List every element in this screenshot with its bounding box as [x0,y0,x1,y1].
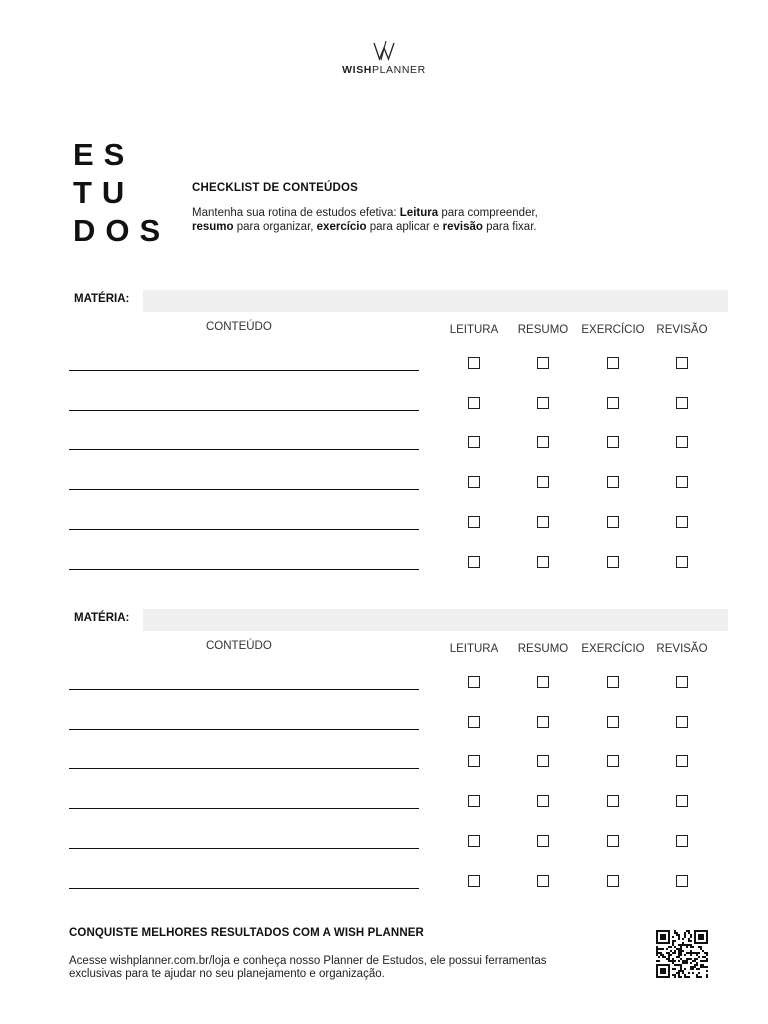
resumo-checkbox[interactable] [537,835,549,847]
materia-input[interactable] [143,290,728,312]
revisao-checkbox[interactable] [676,755,688,767]
resumo-checkbox[interactable] [537,556,549,568]
leitura-column-header: LEITURA [449,643,499,655]
exercicio-checkbox[interactable] [607,516,619,528]
exercicio-checkbox[interactable] [607,755,619,767]
exercicio-checkbox[interactable] [607,556,619,568]
resumo-checkbox[interactable] [537,795,549,807]
title-line: DOS [73,213,171,248]
exercicio-column-header: EXERCÍCIO [581,643,645,655]
leitura-checkbox[interactable] [468,835,480,847]
content-write-line[interactable] [69,689,419,690]
revisao-checkbox[interactable] [676,835,688,847]
content-write-line[interactable] [69,489,419,490]
footer-heading: CONQUISTE MELHORES RESULTADOS COM A WISH PLANNER [69,927,424,939]
title-line: ES [73,137,135,172]
revisao-checkbox[interactable] [676,556,688,568]
subject-section [0,609,768,899]
materia-label: MATÉRIA: [74,293,130,305]
exercicio-checkbox[interactable] [607,835,619,847]
resumo-column-header: RESUMO [517,643,569,655]
checklist-row [0,663,768,693]
checklist-row [0,423,768,453]
revisao-checkbox[interactable] [676,397,688,409]
checklist-row [0,463,768,493]
content-write-line[interactable] [69,410,419,411]
revisao-checkbox[interactable] [676,516,688,528]
content-column-header: CONTEÚDO [206,321,272,333]
checklist-row [0,344,768,374]
exercicio-checkbox[interactable] [607,436,619,448]
revisao-column-header: REVISÃO [656,324,708,336]
page-title [73,136,170,250]
title-line: TU [73,175,135,210]
exercicio-checkbox[interactable] [607,875,619,887]
leitura-checkbox[interactable] [468,556,480,568]
resumo-checkbox[interactable] [537,436,549,448]
content-write-line[interactable] [69,729,419,730]
brand-header [0,40,768,76]
resumo-checkbox[interactable] [537,676,549,688]
leitura-checkbox[interactable] [468,516,480,528]
revisao-checkbox[interactable] [676,476,688,488]
checklist-row [0,822,768,852]
revisao-checkbox[interactable] [676,436,688,448]
leitura-checkbox[interactable] [468,397,480,409]
leitura-checkbox[interactable] [468,357,480,369]
leitura-checkbox[interactable] [468,476,480,488]
content-write-line[interactable] [69,808,419,809]
content-write-line[interactable] [69,569,419,570]
content-write-line[interactable] [69,888,419,889]
content-write-line[interactable] [69,529,419,530]
exercicio-checkbox[interactable] [607,357,619,369]
content-write-line[interactable] [69,370,419,371]
leitura-checkbox[interactable] [468,875,480,887]
exercicio-checkbox[interactable] [607,795,619,807]
checklist-row [0,703,768,733]
revisao-column-header: REVISÃO [656,643,708,655]
content-write-line[interactable] [69,449,419,450]
content-write-line[interactable] [69,768,419,769]
revisao-checkbox[interactable] [676,875,688,887]
leitura-column-header: LEITURA [449,324,499,336]
footer-text: Acesse wishplanner.com.br/loja e conheça nosso Planner de Estudos, ele possui ferramentas exclusivas para te ajudar no seu planejamento e organização. [69,955,547,980]
exercicio-checkbox[interactable] [607,476,619,488]
intro-text: Mantenha sua rotina de estudos efetiva: Leitura para compreender, resumo para organizar, exercício para aplicar e revisão para fixar. [192,207,538,233]
content-write-line[interactable] [69,848,419,849]
wish-w-logo-icon [372,40,396,62]
resumo-checkbox[interactable] [537,357,549,369]
brand-name: WISHPLANNER [342,64,426,76]
materia-input[interactable] [143,609,728,631]
leitura-checkbox[interactable] [468,795,480,807]
leitura-checkbox[interactable] [468,716,480,728]
checklist-row [0,742,768,772]
checklist-row [0,503,768,533]
exercicio-column-header: EXERCÍCIO [581,324,645,336]
resumo-checkbox[interactable] [537,755,549,767]
leitura-checkbox[interactable] [468,676,480,688]
leitura-checkbox[interactable] [468,755,480,767]
materia-label: MATÉRIA: [74,612,130,624]
content-column-header: CONTEÚDO [206,640,272,652]
resumo-checkbox[interactable] [537,476,549,488]
checklist-row [0,384,768,414]
qr-code-icon[interactable] [656,930,708,978]
checklist-row [0,543,768,573]
resumo-checkbox[interactable] [537,397,549,409]
resumo-checkbox[interactable] [537,875,549,887]
checklist-row [0,862,768,892]
resumo-checkbox[interactable] [537,516,549,528]
intro-heading: CHECKLIST DE CONTEÚDOS [192,182,359,194]
revisao-checkbox[interactable] [676,676,688,688]
subject-section [0,290,768,580]
revisao-checkbox[interactable] [676,716,688,728]
exercicio-checkbox[interactable] [607,716,619,728]
checklist-row [0,782,768,812]
revisao-checkbox[interactable] [676,795,688,807]
intro-block [192,182,572,234]
resumo-checkbox[interactable] [537,716,549,728]
resumo-column-header: RESUMO [517,324,569,336]
leitura-checkbox[interactable] [468,436,480,448]
revisao-checkbox[interactable] [676,357,688,369]
exercicio-checkbox[interactable] [607,676,619,688]
exercicio-checkbox[interactable] [607,397,619,409]
